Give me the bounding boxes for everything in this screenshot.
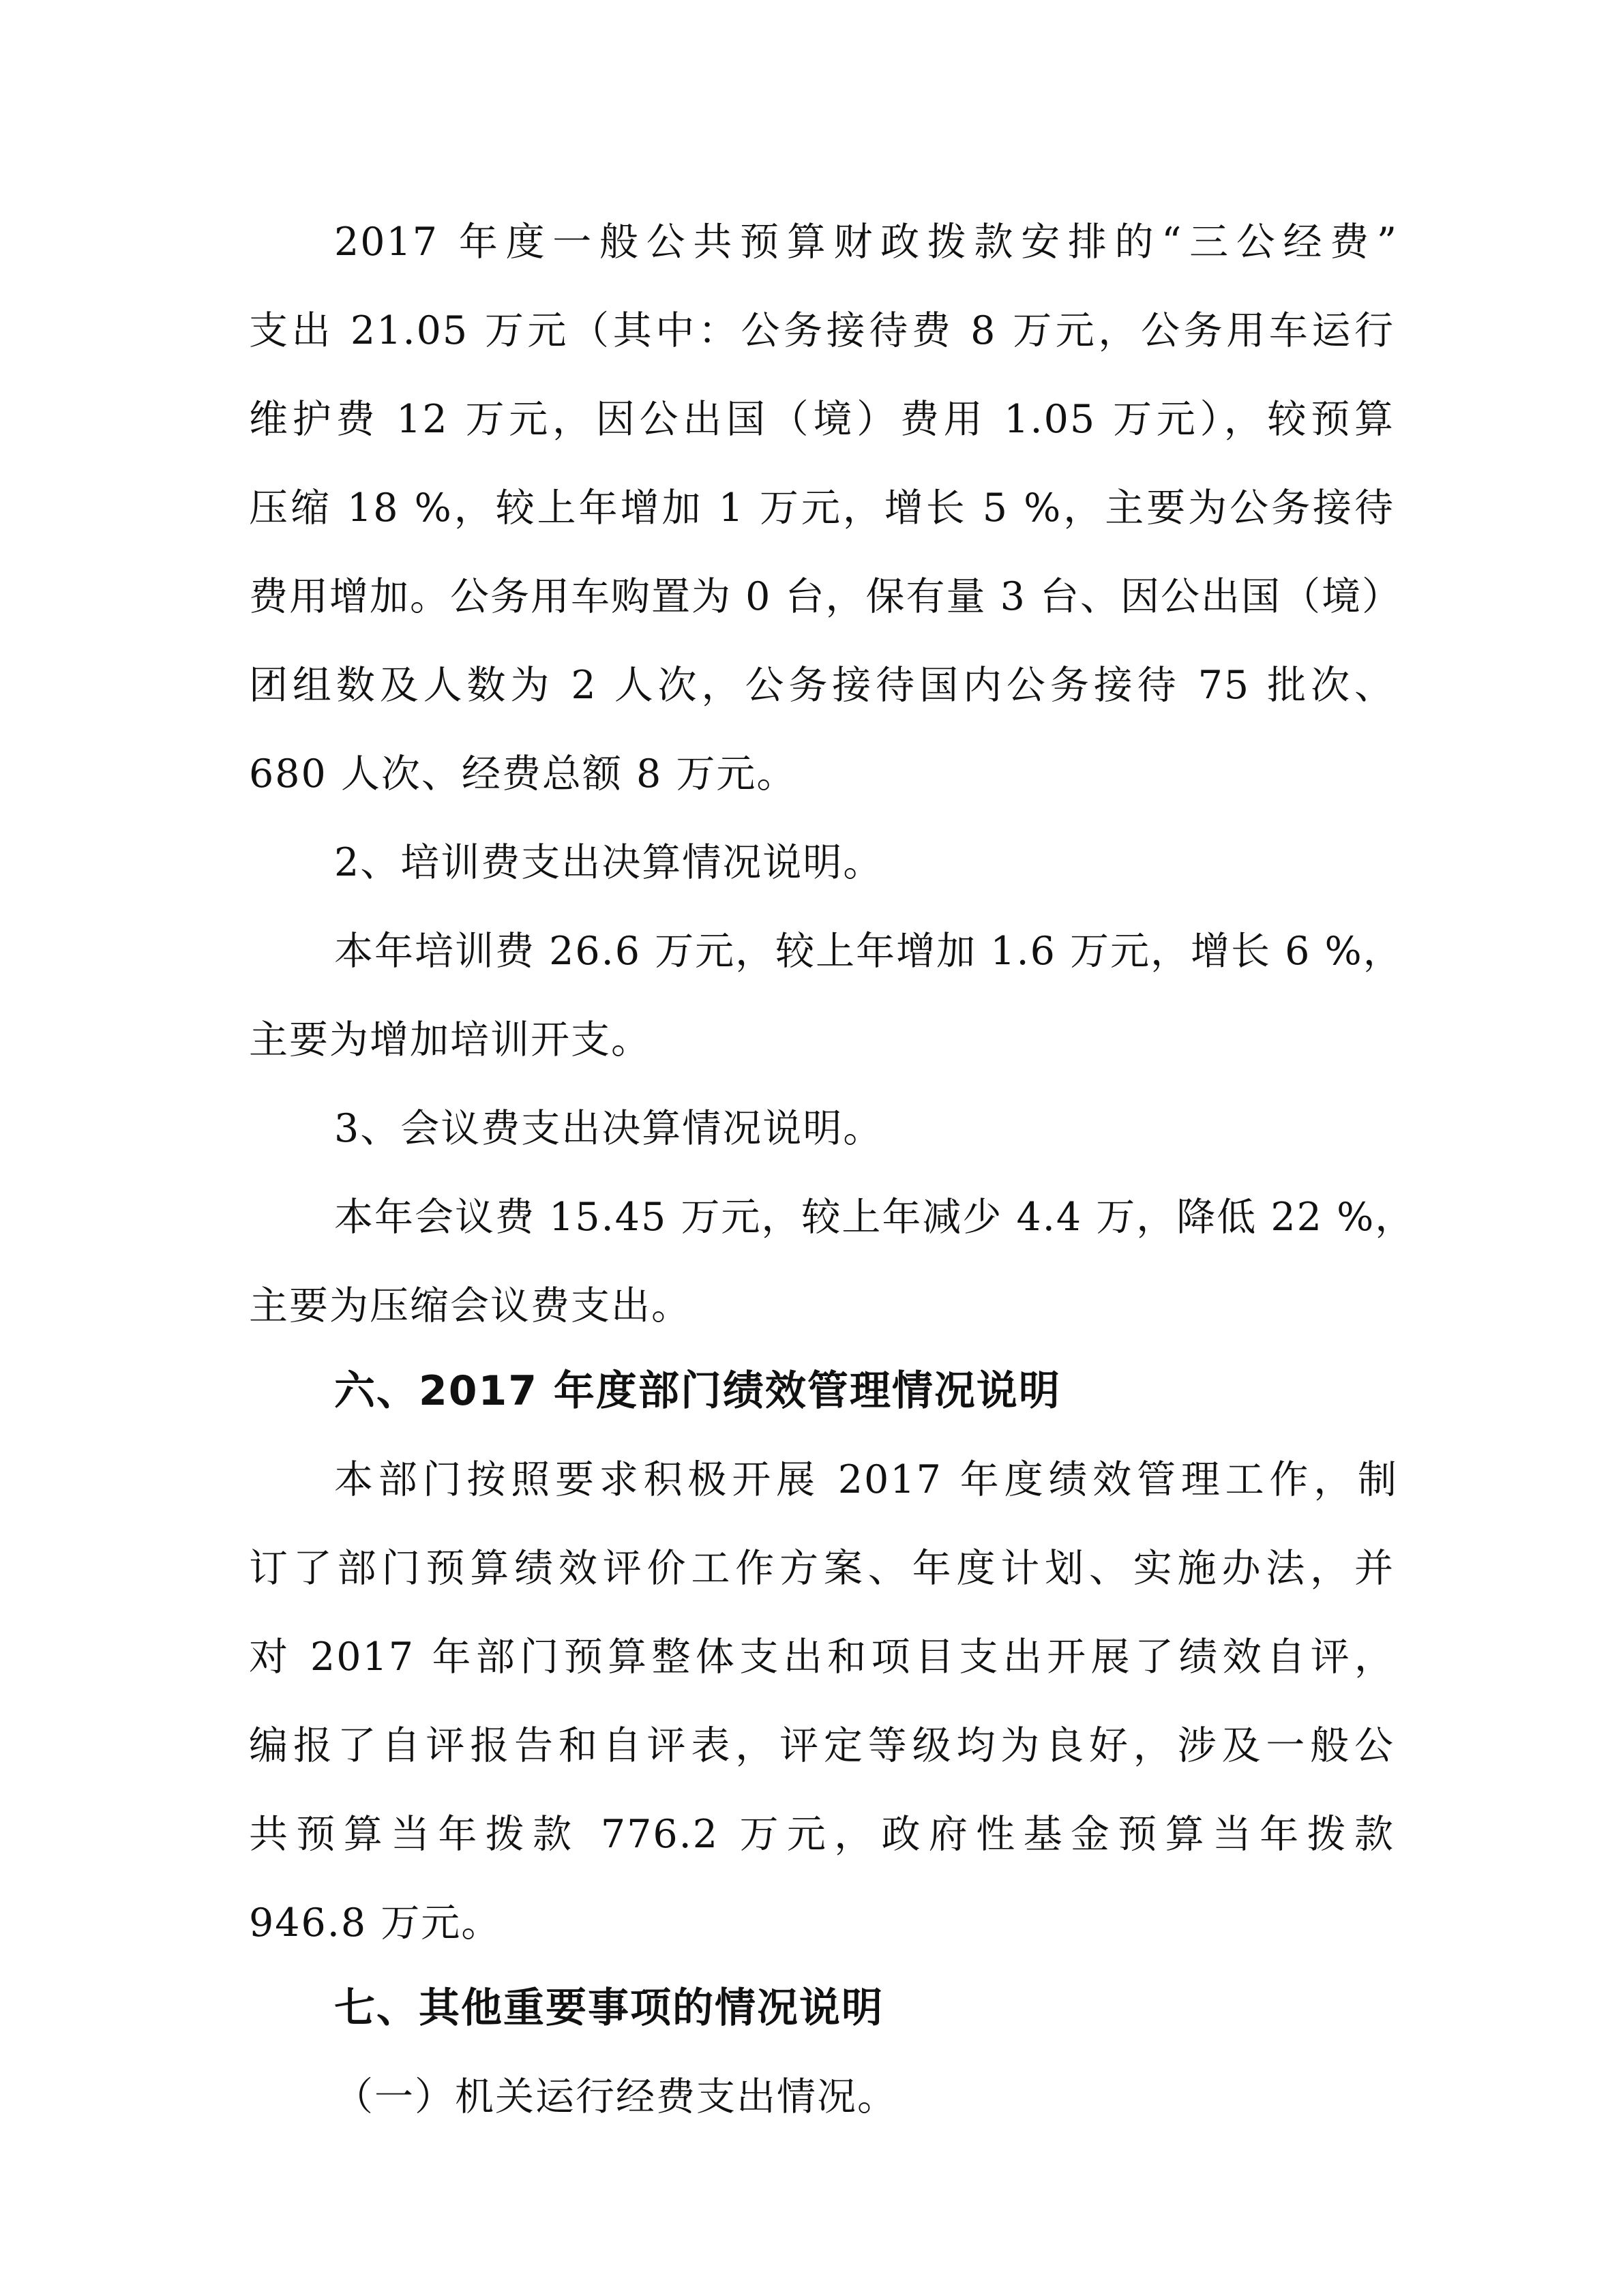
text-line: 费用增加。公务用车购置为 0 台，保有量 3 台、因公出国（境） — [249, 574, 1403, 619]
text-line: 680 人次、经费总额 8 万元。 — [249, 751, 797, 796]
subsection-title-one: （一）机关运行经费支出情况。 — [334, 2074, 897, 2119]
text-line: 对 2017 年部门预算整体支出和项目支出开展了绩效自评， — [249, 1635, 1395, 1680]
text-line: 2017 年度一般公共预算财政拨款安排的“三公经费” — [334, 220, 1398, 265]
section-title-training: 2、培训费支出决算情况说明。 — [334, 840, 884, 885]
text-line: 团组数及人数为 2 人次，公务接待国内公务接待 75 批次、 — [249, 663, 1395, 708]
text-line: 本年培训费 26.6 万元，较上年增加 1.6 万元，增长 6 %， — [334, 929, 1403, 974]
section-heading-seven: 七、其他重要事项的情况说明 — [334, 1984, 884, 2032]
text-line: 订了部门预算绩效评价工作方案、年度计划、实施办法，并 — [249, 1546, 1395, 1591]
section-heading-six: 六、2017 年度部门绩效管理情况说明 — [334, 1367, 1061, 1415]
text-line: 共预算当年拨款 776.2 万元，政府性基金预算当年拨款 — [249, 1812, 1395, 1857]
text-line: 压缩 18 %，较上年增加 1 万元，增长 5 %，主要为公务接待 — [249, 486, 1395, 531]
text-line: 主要为增加培训开支。 — [249, 1017, 651, 1062]
text-line: 编报了自评报告和自评表，评定等级均为良好，涉及一般公 — [249, 1723, 1395, 1768]
text-line: 本部门按照要求积极开展 2017 年度绩效管理工作，制 — [334, 1457, 1398, 1502]
text-line: 主要为压缩会议费支出。 — [249, 1283, 691, 1328]
text-line: 支出 21.05 万元（其中：公务接待费 8 万元，公务用车运行 — [249, 308, 1395, 353]
text-line: 本年会议费 15.45 万元，较上年减少 4.4 万，降低 22 %， — [334, 1195, 1416, 1240]
section-title-meeting: 3、会议费支出决算情况说明。 — [334, 1106, 884, 1151]
text-line: 946.8 万元。 — [249, 1900, 502, 1945]
text-line: 维护费 12 万元，因公出国（境）费用 1.05 万元），较预算 — [249, 397, 1395, 442]
